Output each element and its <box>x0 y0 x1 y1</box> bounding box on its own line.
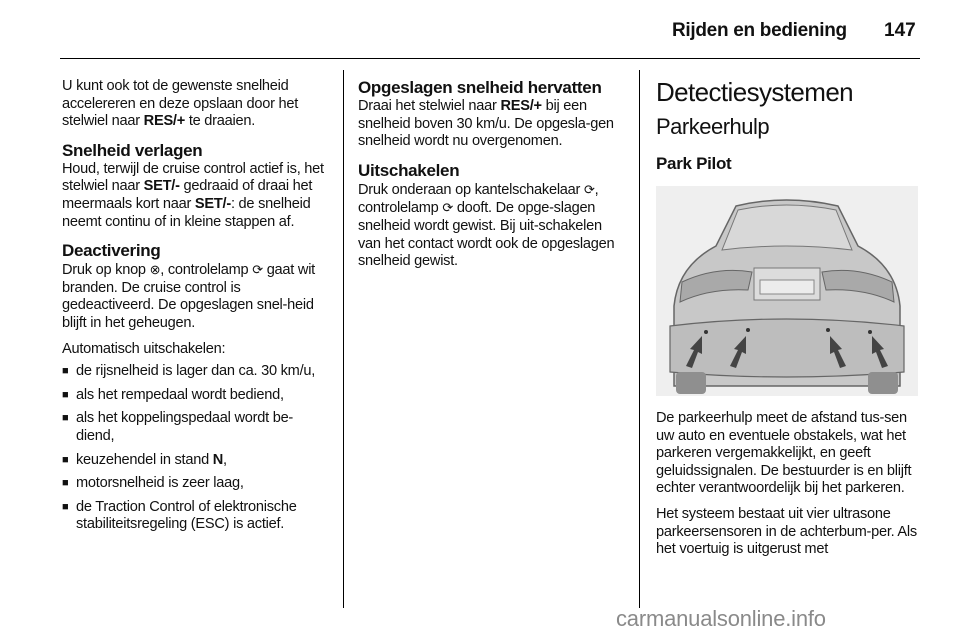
column-2 <box>358 78 624 279</box>
page-number: 147 <box>884 20 916 41</box>
column-3 <box>656 78 922 567</box>
reduce-paragraph: Houd, terwijl de cruise control actief is, het stelwiel naar SET/- gedraaid of draai het meermaals kort naar SET/-: de snelheid neemt continu of in kleine stappen af. <box>62 160 324 230</box>
list-item: ■ de Traction Control of elektronische stabiliteitsregeling (ESC) is actief. <box>62 498 297 533</box>
list-item: ■ keuzehendel in stand N, <box>62 451 227 468</box>
cruise-off-button-icon: ⊗ <box>149 262 161 278</box>
resume-paragraph: Draai het stelwiel naar RES/+ bij een snelheid boven 30 km/u. De opgesla-gen snelheid wordt nu overgenomen. <box>358 98 614 150</box>
section-heading: Parkeerhulp <box>656 114 770 139</box>
car-rear-sensors-illustration <box>656 186 918 396</box>
heading-reduce-speed: Snelheid verlagen <box>62 140 203 160</box>
heading-resume-speed: Opgeslagen snelheid hervatten <box>358 78 602 97</box>
page-header <box>0 0 960 60</box>
chapter-heading: Detectiesystemen <box>656 77 854 107</box>
parking-aid-paragraph-1: De parkeerhulp meet de afstand tus-sen uw auto en eventuele obstakels, wat het parkeren vergemakkelijkt, en geeft geluidssignalen. De bestuurder is en blijft echter verantwoordelijk bij het parkeren. <box>656 410 912 497</box>
cruise-control-lamp-icon: ⟳ <box>252 262 263 278</box>
parking-aid-paragraph-2: Het systeem bestaat uit vier ultrasone parkeersensoren in de achterbum-per. Als het voertuig is uitgerust met <box>656 505 917 558</box>
header-rule <box>60 58 920 59</box>
section-title: Rijden en bediening <box>672 20 847 41</box>
deactivation-paragraph: Druk op knop ⊗, controlelamp ⟳ gaat wit branden. De cruise control is gedeactiveerd. De opgeslagen snel-heid blijft in het geheugen. <box>62 262 315 331</box>
column-divider-2 <box>639 70 640 608</box>
list-item: ■ als het rempedaal wordt bediend, <box>62 386 284 403</box>
list-item: ■ als het koppelingspedaal wordt be-diend, <box>62 410 294 444</box>
intro-paragraph: U kunt ook tot de gewenste snelheid accelereren en deze opslaan door het stelwiel naar RES/+ te draaien. <box>62 78 299 130</box>
car-rear-illustration-svg <box>656 186 918 396</box>
watermark: carmanualsonline.info <box>616 606 826 631</box>
switch-off-paragraph: Druk onderaan op kantelschakelaar ⟳, controlelamp ⟳ dooft. De opge-slagen snelheid wordt gewist. Bij uit-schakelen van het contact wordt ook de opgeslagen snelheid gewist. <box>358 181 615 270</box>
cruise-control-lamp-icon: ⟳ <box>583 181 595 197</box>
heading-switch-off: Uitschakelen <box>358 160 460 180</box>
column-1 <box>62 78 330 540</box>
auto-off-list <box>62 363 330 534</box>
list-item: ■ de rijsnelheid is lager dan ca. 30 km/u, <box>62 363 316 380</box>
heading-deactivation: Deactivering <box>62 241 161 261</box>
column-divider-1 <box>343 70 344 608</box>
subsection-heading: Park Pilot <box>656 154 732 173</box>
cruise-control-lamp-icon: ⟳ <box>442 200 454 216</box>
auto-off-label: Automatisch uitschakelen: <box>62 340 226 357</box>
list-item: ■ motorsnelheid is zeer laag, <box>62 475 244 492</box>
